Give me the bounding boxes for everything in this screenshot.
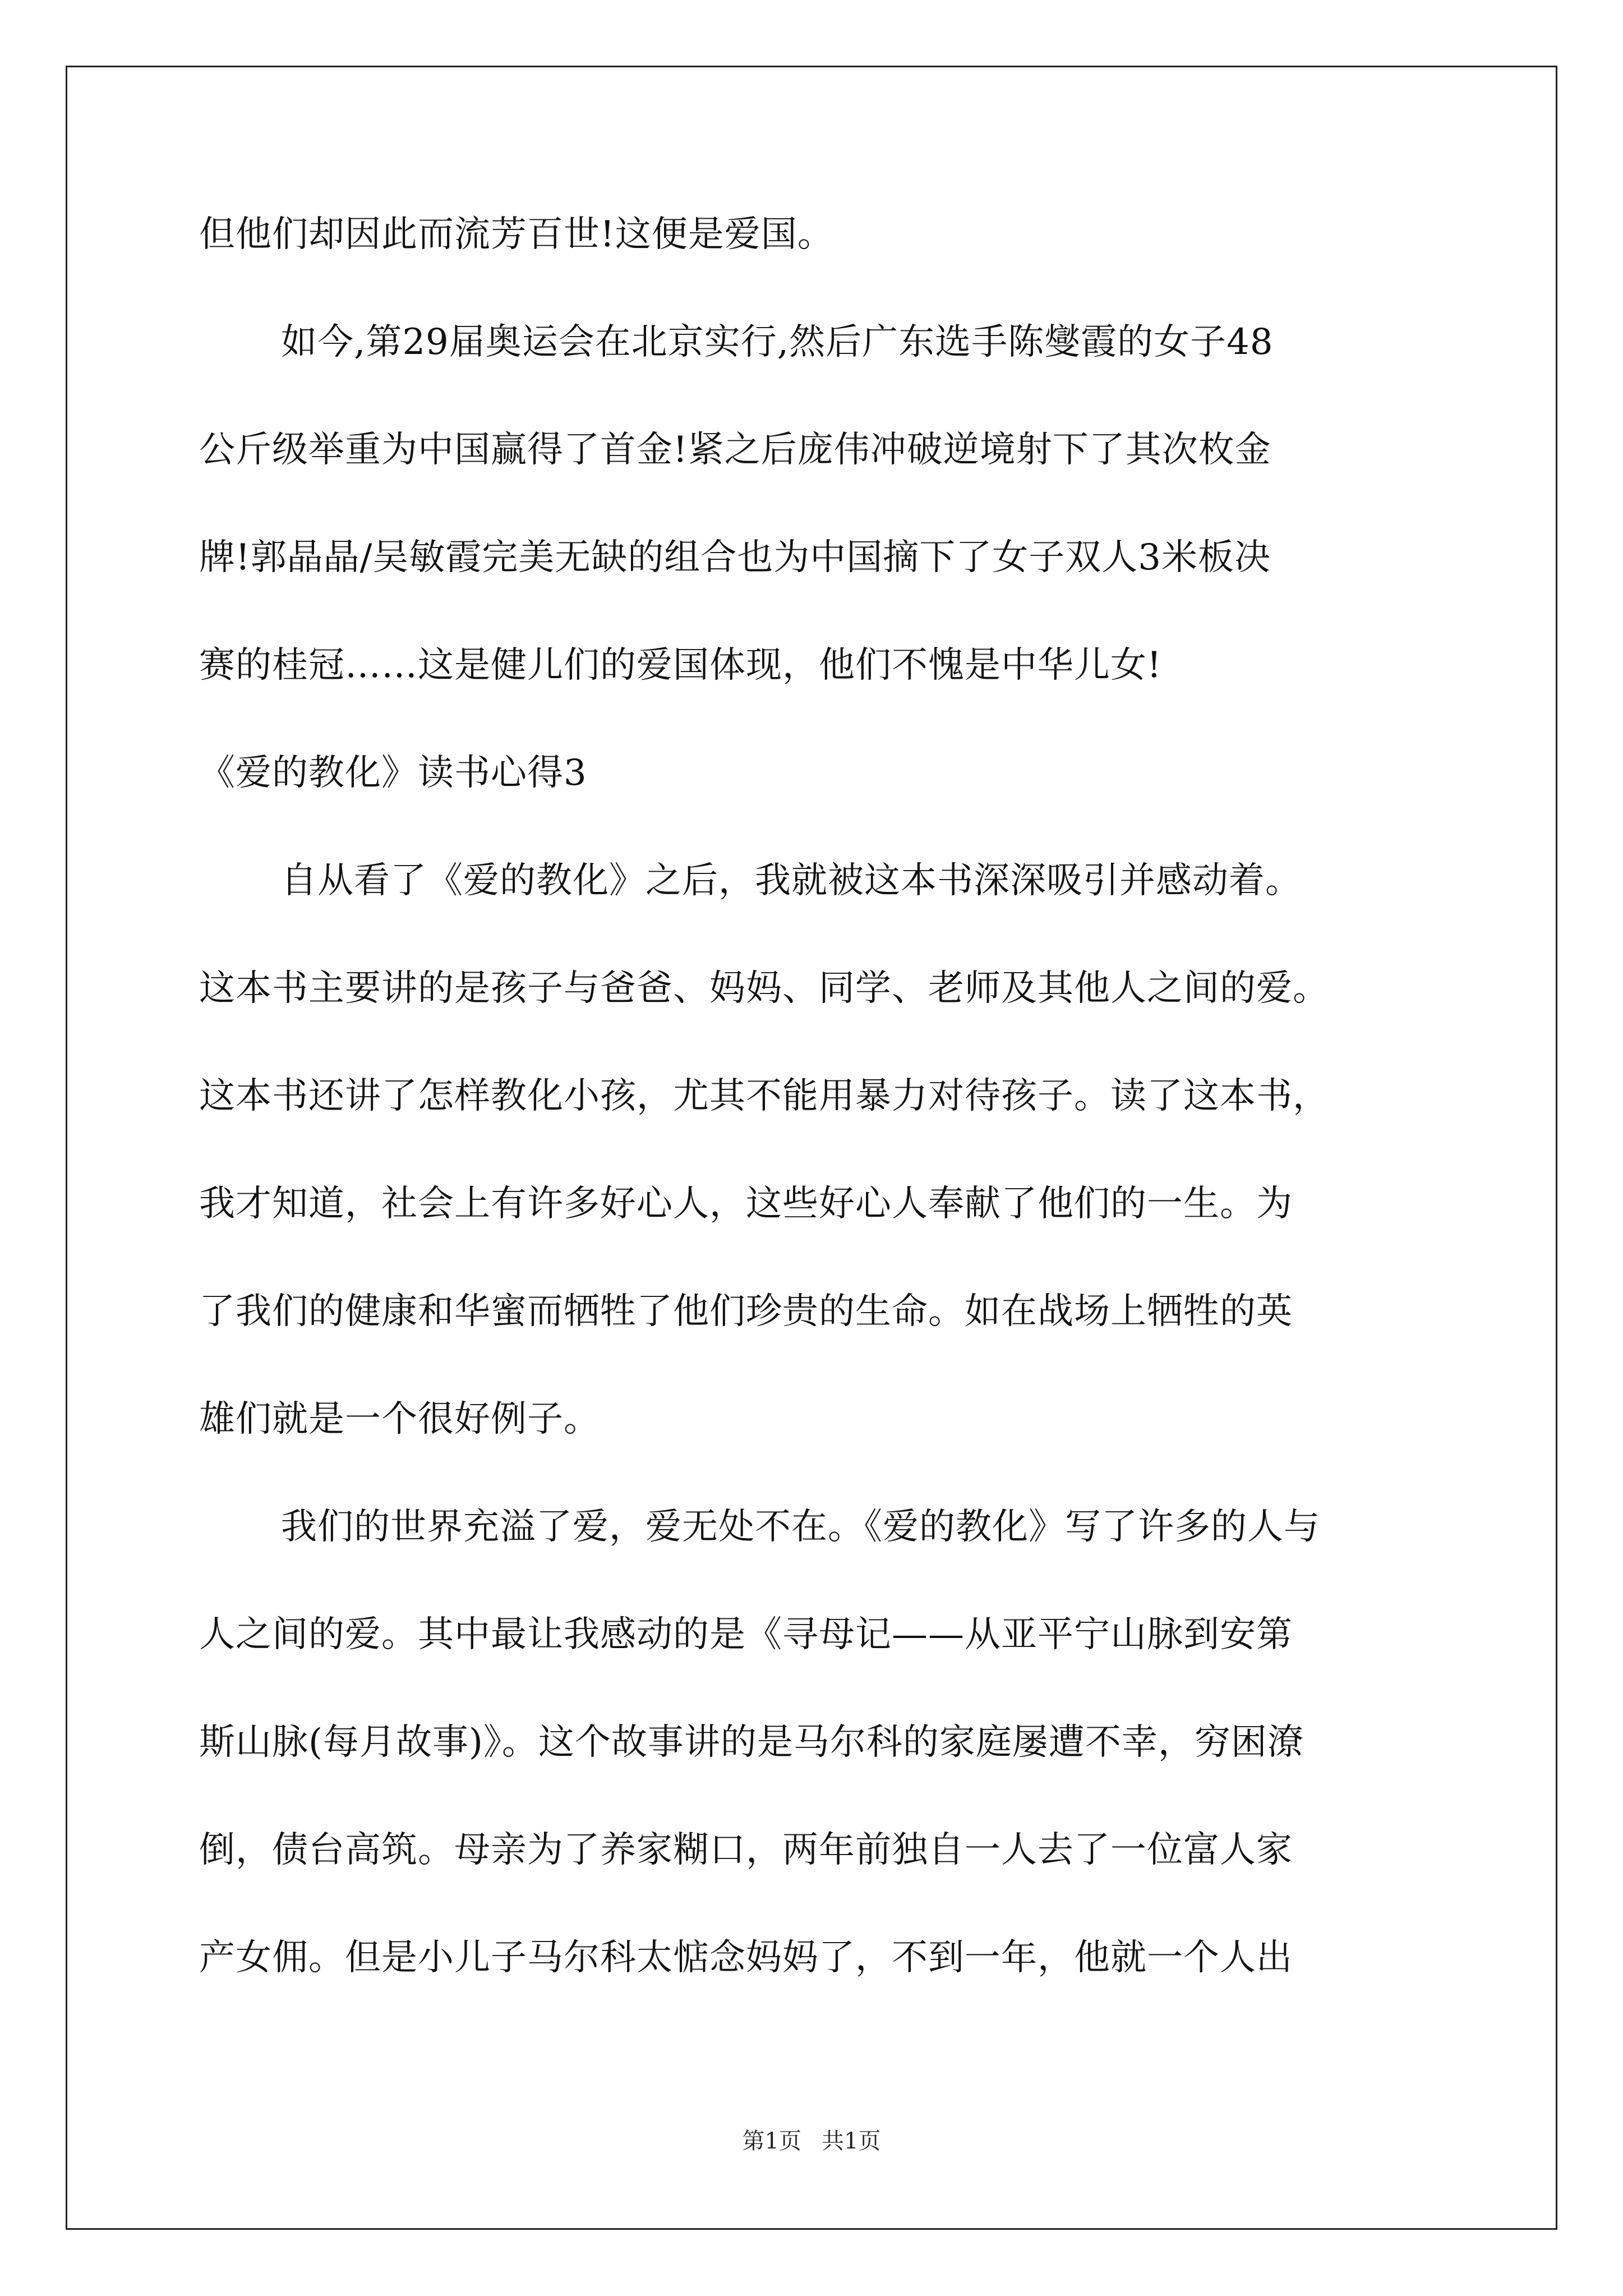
text-line: 人之间的爱。其中最让我感动的是《寻母记——从亚平宁山脉到安第 <box>199 1614 1293 1655</box>
section-heading: 《爱的教化》读书心得3 <box>199 752 587 794</box>
paragraph-start-line: 我们的世界充溢了爱，爱无处不在。《爱的教化》写了许多的人与 <box>281 1506 1320 1548</box>
text-line: 雄们就是一个很好例子。 <box>199 1398 600 1440</box>
text-line: 公斤级举重为中国赢得了首金!紧之后庞伟冲破逆境射下了其次枚金 <box>199 429 1271 471</box>
text-line: 但他们却因此而流芳百世!这便是爱国。 <box>199 214 834 255</box>
page-number: 第1页 <box>742 2128 801 2154</box>
text-line: 赛的桂冠……这是健儿们的爱国体现，他们不愧是中华儿女! <box>199 645 1162 686</box>
text-line: 了我们的健康和华蜜而牺牲了他们珍贵的生命。如在战场上牺牲的英 <box>199 1291 1293 1332</box>
document-body <box>199 208 1433 2039</box>
text-line: 这本书主要讲的是孩子与爸爸、妈妈、同学、老师及其他人之间的爱。 <box>199 968 1329 1009</box>
text-line: 产女佣。但是小儿子马尔科太惦念妈妈了，不到一年，他就一个人出 <box>199 1937 1293 1978</box>
page-total: 共1页 <box>822 2128 881 2154</box>
text-line: 牌!郭晶晶/吴敏霞完美无缺的组合也为中国摘下了女子双人3米板决 <box>199 537 1271 578</box>
paragraph-start-line: 如今,第29届奥运会在北京实行,然后广东选手陈燮霞的女子48 <box>281 321 1274 363</box>
text-line: 这本书还讲了怎样教化小孩，尤其不能用暴力对待孩子。读了这本书， <box>199 1075 1329 1117</box>
text-line: 斯山脉(每月故事)》。这个故事讲的是马尔科的家庭屡遭不幸，穷困潦 <box>199 1722 1304 1763</box>
text-line: 我才知道，社会上有许多好心人，这些好心人奉献了他们的一生。为 <box>199 1183 1293 1225</box>
text-line: 倒，债台高筑。母亲为了养家糊口，两年前独自一人去了一位富人家 <box>199 1829 1293 1871</box>
paragraph-start-line: 自从看了《爱的教化》之后，我就被这本书深深吸引并感动着。 <box>281 860 1302 901</box>
page-footer <box>0 2123 1623 2155</box>
